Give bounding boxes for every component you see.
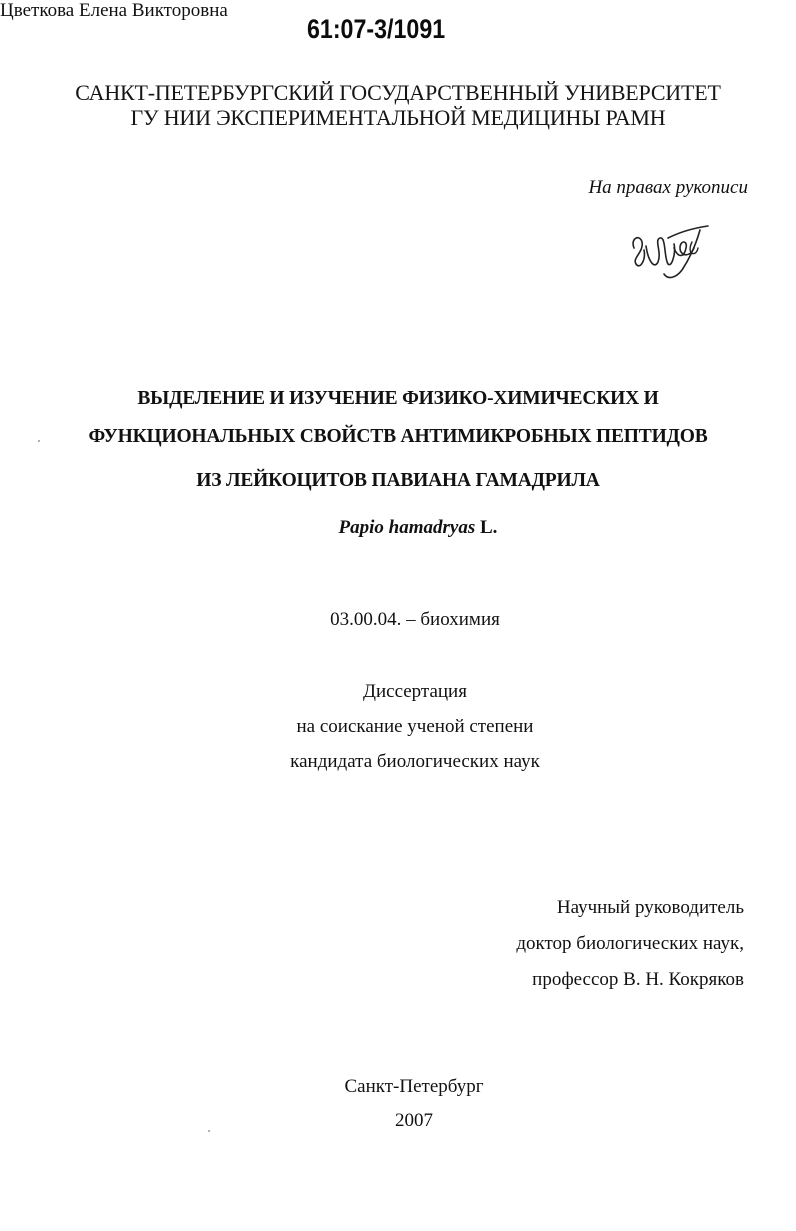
author-name: Цветкова Елена Викторовна: [0, 0, 228, 21]
species-author: L.: [475, 517, 498, 538]
species-latin: Papio hamadryas: [338, 517, 476, 538]
dissertation-degree-line: на соискание ученой степени: [296, 716, 534, 737]
species-name: [20, 517, 796, 539]
scan-speck: [38, 440, 40, 442]
title-line-3: ИЗ ЛЕЙКОЦИТОВ ПАВИАНА ГАМАДРИЛА: [196, 470, 600, 491]
title-line-2: ФУНКЦИОНАЛЬНЫХ СВОЙСТВ АНТИМИКРОБНЫХ ПЕПТИДОВ: [88, 426, 708, 447]
specialty-code: 03.00.04. – биохимия: [330, 609, 500, 630]
institution-research-institute: ГУ НИИ ЭКСПЕРИМЕНТАЛЬНОЙ МЕДИЦИНЫ РАМН: [130, 105, 666, 130]
supervisor-degree: доктор биологических наук,: [516, 933, 744, 954]
dissertation-label: Диссертация: [363, 681, 467, 702]
footer-city: Санкт-Петербург: [344, 1076, 484, 1097]
rights-notice: На правах рукописи: [588, 177, 748, 198]
scan-speck: [208, 1130, 210, 1132]
institution-university: САНКТ-ПЕТЕРБУРГСКИЙ ГОСУДАРСТВЕННЫЙ УНИВЕРСИТЕТ: [75, 80, 721, 105]
dissertation-field-line: кандидата биологических наук: [290, 751, 540, 772]
title-line-1: ВЫДЕЛЕНИЕ И ИЗУЧЕНИЕ ФИЗИКО-ХИМИЧЕСКИХ И: [137, 388, 659, 409]
footer-year: 2007: [395, 1110, 433, 1131]
call-number: 61:07-3/1091: [307, 14, 446, 44]
supervisor-role: Научный руководитель: [556, 897, 744, 918]
supervisor-name: профессор В. Н. Кокряков: [532, 969, 744, 990]
handwritten-signature-icon: [624, 218, 714, 288]
